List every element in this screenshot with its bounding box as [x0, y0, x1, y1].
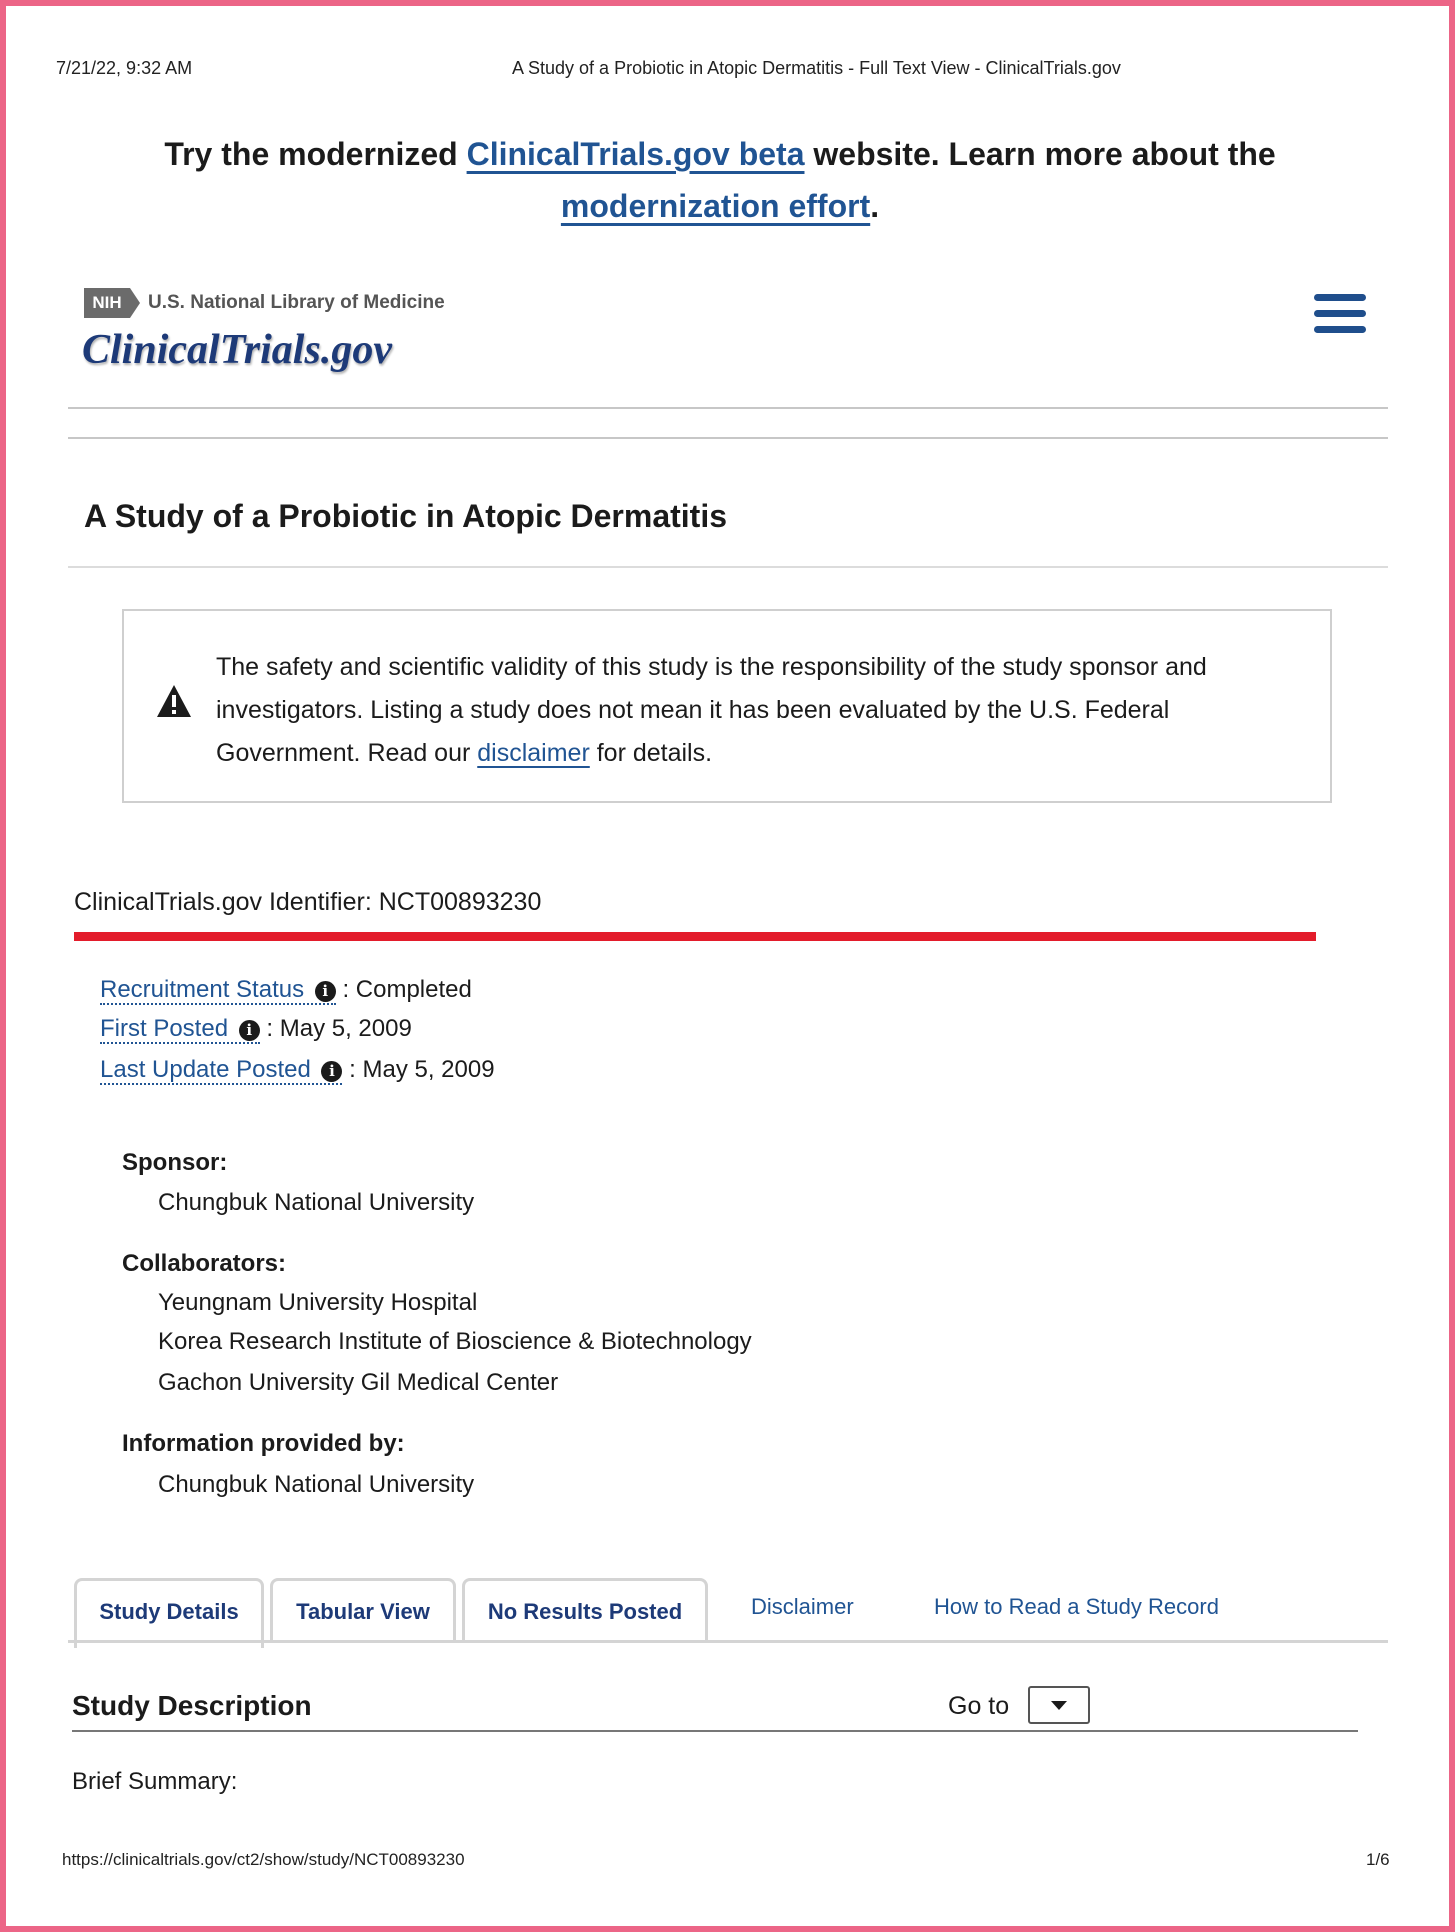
- collaborator-item: Korea Research Institute of Bioscience & Biotechnology: [158, 1328, 752, 1355]
- disclaimer-alert-text: [216, 646, 1276, 775]
- brief-summary-label: Brief Summary:: [72, 1768, 238, 1795]
- study-identifier: ClinicalTrials.gov Identifier: NCT00893230: [74, 888, 542, 916]
- banner-suffix: .: [870, 188, 880, 224]
- info-icon[interactable]: i: [239, 1020, 260, 1041]
- last-update-link[interactable]: Last Update Posted i: [100, 1056, 342, 1085]
- beta-site-link[interactable]: ClinicalTrials.gov beta: [466, 136, 805, 172]
- sponsor-label: Sponsor:: [122, 1149, 228, 1176]
- modernization-effort-link[interactable]: modernization effort: [560, 188, 871, 224]
- menu-icon[interactable]: [1314, 294, 1366, 334]
- warning-icon: [156, 684, 192, 718]
- identifier-accent-bar: [74, 932, 1316, 941]
- info-icon[interactable]: i: [315, 981, 336, 1002]
- disclaimer-link[interactable]: disclaimer: [477, 739, 590, 767]
- alert-text-before: The safety and scientific validity of this study is the responsibility of the study sponsor and investigators. Listing a study does not mean it has been evaluated by the U.S. Federal Government. Read our: [216, 653, 1207, 767]
- caret-down-icon: [1051, 1701, 1067, 1710]
- first-posted-value: : May 5, 2009: [266, 1015, 412, 1042]
- tab-tabular-view[interactable]: Tabular View: [270, 1578, 456, 1640]
- recruitment-status-row: [100, 976, 472, 1004]
- tab-study-details[interactable]: Study Details: [74, 1578, 264, 1648]
- recruitment-status-link[interactable]: Recruitment Status i: [100, 976, 336, 1005]
- collaborator-item: Yeungnam University Hospital: [158, 1289, 478, 1316]
- disclaimer-tab-link[interactable]: Disclaimer: [751, 1594, 854, 1619]
- clinicaltrials-logo[interactable]: ClinicalTrials.gov: [82, 327, 392, 373]
- banner-middle: website. Learn more about the: [804, 136, 1276, 172]
- recruitment-status-value: : Completed: [342, 976, 472, 1003]
- print-footer-url: https://clinicaltrials.gov/ct2/show/study/NCT00893230: [62, 1850, 465, 1869]
- header-divider: [68, 407, 1388, 409]
- beta-banner: [60, 128, 1380, 232]
- print-page-number: 1/6: [1366, 1850, 1390, 1869]
- header-divider-2: [68, 437, 1388, 439]
- nih-arrow-icon: [130, 288, 140, 318]
- info-icon[interactable]: i: [321, 1061, 342, 1082]
- info-provider-label: Information provided by:: [122, 1430, 405, 1457]
- description-divider: [72, 1730, 1358, 1732]
- page-title: A Study of a Probiotic in Atopic Dermatitis: [84, 498, 728, 534]
- tab-no-results-posted[interactable]: No Results Posted: [462, 1578, 708, 1640]
- how-to-read-link[interactable]: How to Read a Study Record: [934, 1594, 1219, 1619]
- first-posted-link[interactable]: First Posted i: [100, 1015, 260, 1044]
- goto-label: Go to: [948, 1692, 1010, 1720]
- collaborators-label: Collaborators:: [122, 1250, 287, 1277]
- last-update-value: : May 5, 2009: [349, 1056, 495, 1083]
- sponsor-value: Chungbuk National University: [158, 1189, 475, 1216]
- print-page-title: A Study of a Probiotic in Atopic Dermatitis - Full Text View - ClinicalTrials.gov: [512, 58, 1121, 78]
- tab-bar-rule: [68, 1640, 1388, 1643]
- info-provider-value: Chungbuk National University: [158, 1471, 475, 1498]
- last-update-row: [100, 1056, 495, 1084]
- alert-text-after: for details.: [589, 739, 713, 767]
- nih-logo-badge[interactable]: NIH: [84, 288, 130, 318]
- goto-dropdown-button[interactable]: [1028, 1686, 1090, 1724]
- banner-prefix: Try the modernized: [164, 136, 467, 172]
- nlm-logo-text[interactable]: U.S. National Library of Medicine: [148, 292, 445, 313]
- title-divider: [68, 566, 1388, 568]
- first-posted-row: [100, 1015, 412, 1043]
- study-description-heading: Study Description: [72, 1690, 312, 1721]
- print-date: 7/21/22, 9:32 AM: [56, 58, 193, 78]
- collaborator-item: Gachon University Gil Medical Center: [158, 1369, 559, 1396]
